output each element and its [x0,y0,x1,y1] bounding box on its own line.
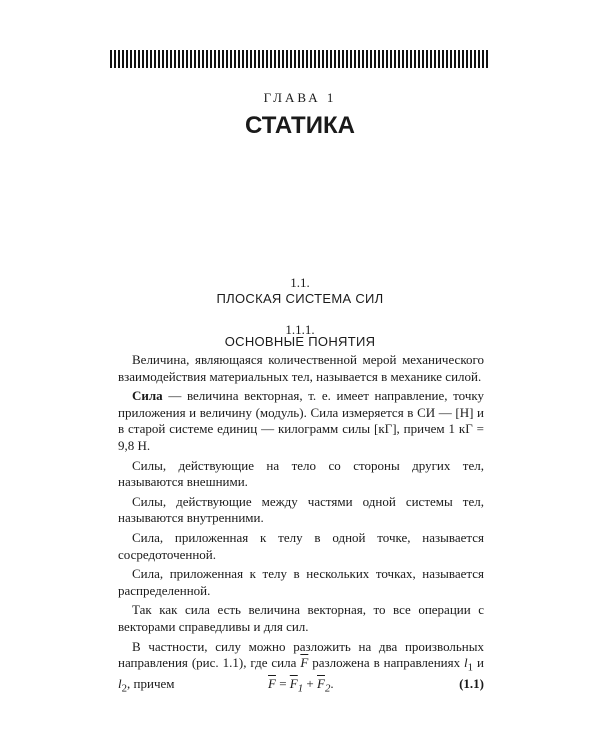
section-title: ПЛОСКАЯ СИСТЕМА СИЛ [216,291,384,306]
paragraph-force-text: — величина векторная, т. е. имеет направление, точку приложения и величину (модуль). Сила измеряется в СИ — [Н] и в старой системе единиц — килограмм силы [кГ], причем 1 кГ = 9,8 Н. [118,388,484,453]
equation-formula [268,676,334,695]
paragraph-distributed: Сила, приложенная к телу в нескольких точках, называется распределенной. [118,566,484,598]
decomp-text-a: В частности, силу можно разложить на два произвольных направления (рис. 1.1), где сила [118,638,484,671]
subsection-title: ОСНОВНЫЕ ПОНЯТИЯ [224,334,376,349]
paragraph-vector-ops: Так как сила есть величина векторная, то все операции с векторами справедливы и для сил. [118,602,484,634]
direction-l2-sub: 2 [121,682,128,695]
chapter-label: ГЛАВА 1 [263,90,337,105]
equation-1-1 [118,676,484,694]
vector-F: $\overline{F}$ [300,655,309,671]
paragraph-force [118,388,484,454]
paragraph-definition: Величина, являющаяся количественной мерой механического взаимодействия материальных тел, называется в механике силой. [118,352,484,384]
eq-equals: = [275,676,290,691]
decomp-text-b: разложена в направлениях [308,655,465,671]
paragraph-external: Силы, действующие на тело со стороны других тел, называются внешними. [118,457,484,490]
chapter-title: СТАТИКА [245,112,355,139]
subsection-number: 1.1.1. [285,322,315,337]
direction-l1: l [464,655,468,671]
eq-period: . [330,676,334,691]
term-force: Сила [132,388,163,404]
eq-F2: $\overline{F}$ [317,676,325,691]
paragraph-concentrated: Сила, приложенная к телу в одной точке, называется сосредоточенной. [118,529,484,562]
equation-number: (1.1) [459,676,484,691]
paragraph-internal: Силы, действующие между частями одной системы тел, называются внутренними. [118,493,484,526]
direction-l1-sub: 1 [467,661,474,674]
section-number: 1.1. [290,275,310,290]
eq-plus: + [303,676,318,691]
direction-l2: l [118,676,122,692]
eq-F2-sub: 2 [324,682,331,695]
body-text [118,352,484,700]
decomp-text-c: , причем [127,676,175,692]
decomp-and: и [473,655,485,671]
decorative-header-bar [110,50,490,68]
eq-F1: $\overline{F}$ [289,676,298,691]
eq-F: $\overline{F}$ [268,676,276,691]
eq-F1-sub: 1 [297,682,304,695]
